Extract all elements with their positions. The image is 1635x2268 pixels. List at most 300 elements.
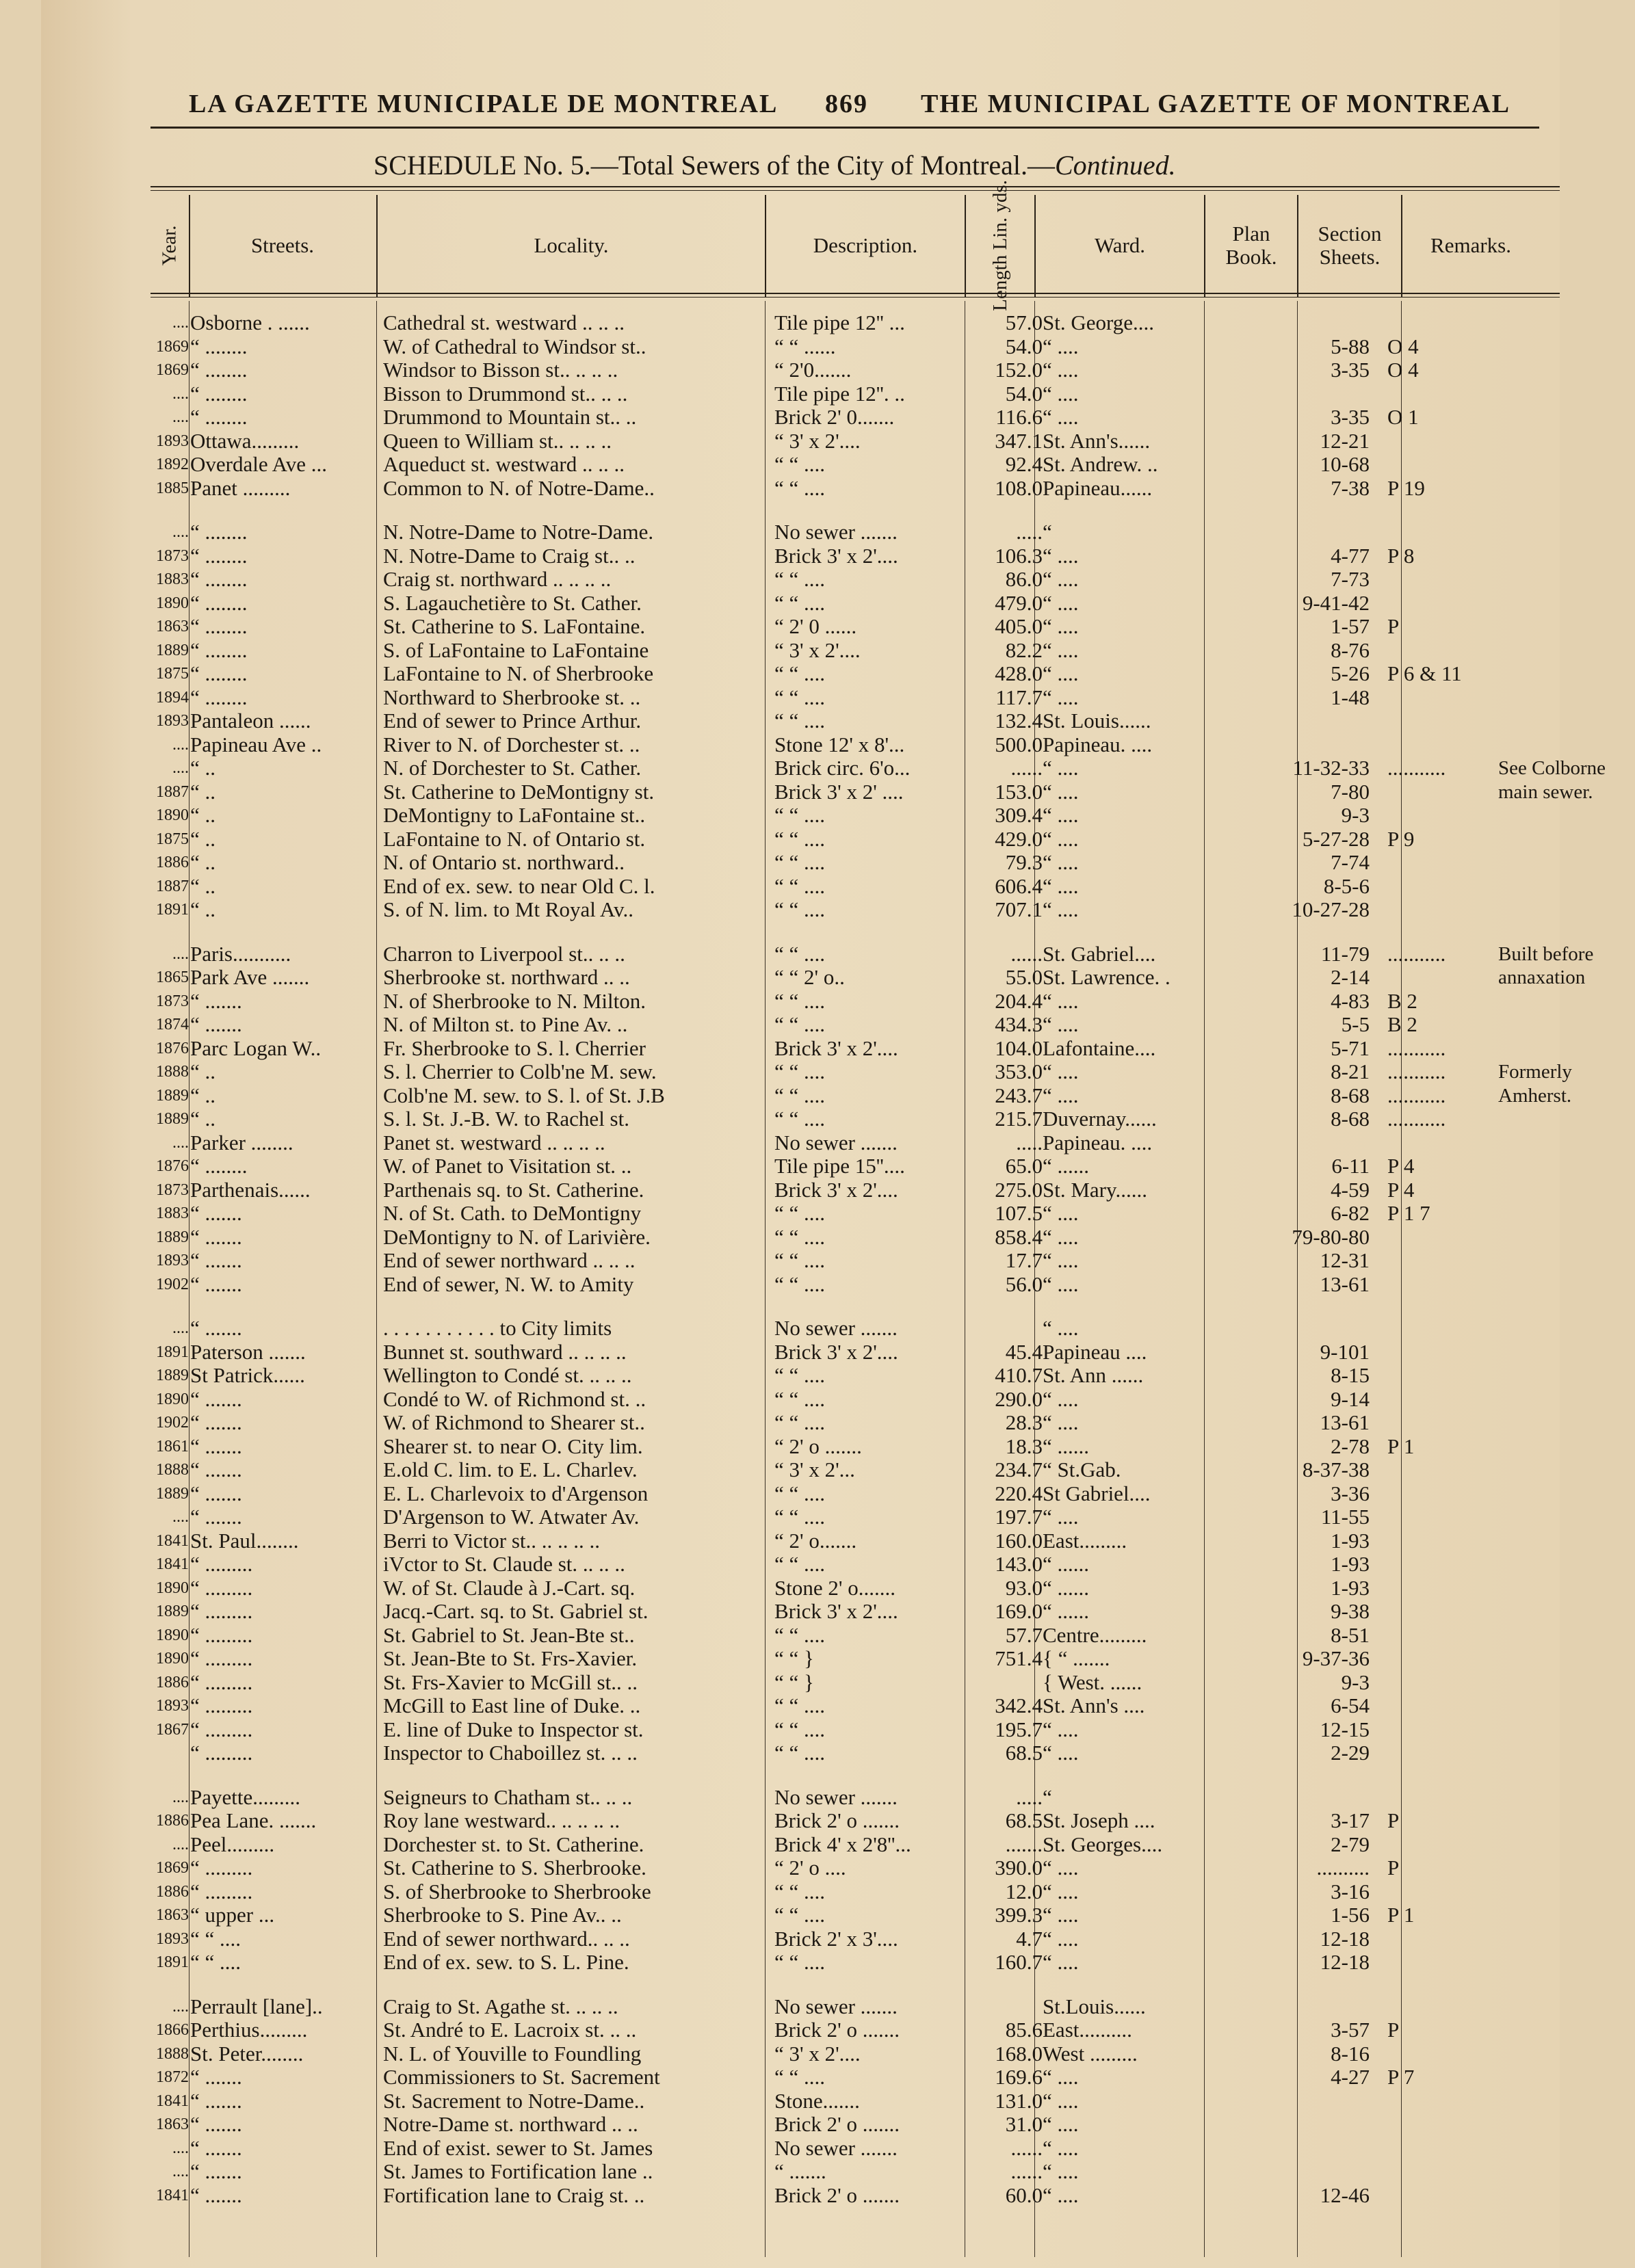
description-cell: “ “ ...... bbox=[774, 334, 836, 358]
locality-cell: Notre-Dame st. northward .. .. bbox=[383, 2112, 638, 2136]
section-sheet-cell: ........... bbox=[1387, 1083, 1446, 1107]
locality-cell: St. Catherine to S. Sherbrooke. bbox=[383, 1856, 646, 1880]
length-cell: 434.3 bbox=[995, 1012, 1043, 1036]
plan-book-cell: 8-76 bbox=[1331, 637, 1370, 662]
plan-book-cell: 9-3 bbox=[1341, 803, 1370, 827]
year-cell: 1867 bbox=[156, 1720, 189, 1739]
year-cell: 1883 bbox=[156, 570, 189, 588]
description-cell: No sewer ....... bbox=[774, 2135, 898, 2160]
table-row bbox=[151, 1273, 1560, 1297]
length-cell: 117.7 bbox=[995, 685, 1043, 709]
description-cell: “ “ .... bbox=[774, 1505, 826, 1529]
year-cell: 1876 bbox=[156, 1039, 189, 1057]
description-cell: “ 3' x 2'.... bbox=[774, 2041, 861, 2066]
plan-book-cell: 5-27-28 bbox=[1302, 826, 1370, 851]
ward-cell: “ .... bbox=[1043, 2088, 1079, 2113]
year-cell: 1891 bbox=[156, 901, 189, 919]
street-cell: “ ....... bbox=[190, 1386, 242, 1411]
year-cell: 1863 bbox=[156, 1906, 189, 1924]
table-row bbox=[151, 2113, 1560, 2137]
description-cell: “ “ .... bbox=[774, 941, 826, 966]
street-cell: “ upper ... bbox=[190, 1903, 275, 1927]
ward-cell: “ .... bbox=[1043, 614, 1079, 638]
ward-cell: “ .... bbox=[1043, 1271, 1079, 1296]
table-row bbox=[151, 1037, 1560, 1061]
description-cell: Brick 4' x 2'8''... bbox=[774, 1832, 911, 1856]
ward-cell: “ .... bbox=[1043, 661, 1079, 685]
locality-cell: S. of LaFontaine to LaFontaine bbox=[383, 637, 649, 662]
locality-cell: End of ex. sew. to near Old C. l. bbox=[383, 873, 655, 898]
plan-book-cell: 13-61 bbox=[1320, 1271, 1370, 1296]
plan-book-cell: 1-93 bbox=[1331, 1552, 1370, 1576]
ward-cell: St. Gabriel.... bbox=[1043, 941, 1156, 966]
table-row bbox=[151, 1624, 1560, 1648]
street-cell: Park Ave ....... bbox=[190, 965, 310, 989]
locality-cell: Cathedral st. westward .. .. .. bbox=[383, 311, 625, 334]
ward-cell: “ .... bbox=[1043, 2112, 1079, 2136]
street-cell: “ ......... bbox=[190, 1717, 253, 1741]
table-row bbox=[151, 990, 1560, 1014]
description-cell: “ “ .... bbox=[774, 1083, 826, 1107]
street-cell: “ ........ bbox=[190, 614, 248, 638]
street-cell: Ottawa......... bbox=[190, 428, 300, 453]
ward-cell: “ .... bbox=[1043, 1950, 1079, 1974]
length-cell: 160.0 bbox=[995, 1528, 1043, 1553]
year-cell: 1886 bbox=[156, 1812, 189, 1830]
description-cell: “ 2' o....... bbox=[774, 1528, 857, 1553]
locality-cell: Common to N. of Notre-Dame.. bbox=[383, 475, 655, 500]
length-cell: 4.7 bbox=[1016, 1926, 1043, 1951]
length-cell: 86.0 bbox=[1005, 567, 1043, 591]
table-row bbox=[151, 709, 1560, 733]
table-row bbox=[151, 941, 1594, 966]
plan-book-cell: 3-57 bbox=[1331, 2018, 1370, 2042]
ward-cell: St. Andrew. .. bbox=[1043, 452, 1158, 476]
plan-book-cell: 9-37-36 bbox=[1302, 1646, 1370, 1670]
ward-cell: “ .... bbox=[1043, 897, 1079, 921]
year-cell: 1893 bbox=[156, 1929, 189, 1948]
plan-book-cell: 11-32-33 bbox=[1292, 756, 1370, 780]
street-cell: “ .. bbox=[190, 826, 216, 851]
ward-cell: “ .... bbox=[1043, 543, 1079, 568]
year-cell: 1890 bbox=[156, 1650, 189, 1667]
table-row bbox=[151, 2089, 1560, 2113]
ward-cell: “ .... bbox=[1043, 637, 1079, 662]
street-cell: “ ........ bbox=[190, 1154, 248, 1178]
plan-book-cell: 12-18 bbox=[1320, 1926, 1370, 1951]
description-cell: “ “ .... bbox=[774, 2065, 826, 2089]
locality-cell: St. Frs-Xavier to McGill st.. .. bbox=[383, 1670, 638, 1694]
length-cell: 347.1 bbox=[995, 428, 1043, 453]
plan-book-cell: 1-48 bbox=[1331, 685, 1370, 709]
year-cell: .... bbox=[172, 1835, 189, 1854]
col-header-description-label: Description. bbox=[813, 233, 918, 257]
length-cell: 197.7 bbox=[995, 1505, 1043, 1529]
length-cell: 12.0 bbox=[1005, 1879, 1043, 1903]
description-cell: “ “ .... bbox=[774, 661, 826, 685]
locality-cell: Sherbrooke to S. Pine Av.. .. bbox=[383, 1903, 622, 1927]
street-cell: Parker ........ bbox=[190, 1130, 293, 1155]
col-divider bbox=[189, 195, 190, 298]
plan-book-cell: 13-61 bbox=[1320, 1410, 1370, 1434]
table-row bbox=[151, 1903, 1560, 1927]
locality-cell: End of exist. sewer to St. James bbox=[383, 2135, 653, 2160]
ward-cell: “ .... bbox=[1043, 1717, 1079, 1741]
street-cell: “ ........ bbox=[190, 661, 248, 685]
page-header bbox=[189, 89, 1530, 124]
table-row bbox=[151, 358, 1560, 382]
length-cell: 342.4 bbox=[995, 1693, 1043, 1717]
table-row bbox=[151, 1341, 1560, 1364]
length-cell: 410.7 bbox=[995, 1363, 1043, 1387]
locality-cell: Seigneurs to Chatham st.. .. .. bbox=[383, 1784, 633, 1809]
col-divider bbox=[1204, 195, 1205, 298]
col-header-section-sheets-label: Section Sheets. bbox=[1318, 222, 1382, 269]
street-cell: “ .. bbox=[190, 1083, 216, 1107]
locality-cell: Parthenais sq. to St. Catherine. bbox=[383, 1177, 644, 1202]
length-cell: 104.0 bbox=[995, 1036, 1043, 1060]
col-divider bbox=[965, 195, 966, 298]
section-sheet-cell: B 2 bbox=[1387, 988, 1417, 1013]
street-cell: “ “ .... bbox=[190, 1926, 241, 1951]
table-row bbox=[151, 1388, 1560, 1412]
table-row bbox=[151, 1249, 1560, 1273]
remarks-cell: Built before bbox=[1498, 942, 1594, 965]
table-row bbox=[151, 1155, 1560, 1178]
length-cell: 169.0 bbox=[995, 1599, 1043, 1623]
locality-cell: St. James to Fortification lane .. bbox=[383, 2159, 653, 2183]
description-cell: “ “ .... bbox=[774, 1622, 826, 1647]
locality-cell: S. of N. lim. to Mt Royal Av.. bbox=[383, 897, 633, 921]
street-cell: “ ....... bbox=[190, 1224, 242, 1249]
year-cell: 1888 bbox=[156, 1063, 189, 1081]
ward-cell: “ .... bbox=[1043, 803, 1079, 827]
locality-cell: . . . . . . . . . . . to City limits bbox=[383, 1316, 612, 1340]
table-row bbox=[151, 828, 1560, 852]
street-cell: “ ....... bbox=[190, 1505, 242, 1529]
length-cell: 275.0 bbox=[995, 1177, 1043, 1202]
locality-cell: Condé to W. of Richmond st. .. bbox=[383, 1386, 646, 1411]
plan-book-cell: 8-5-6 bbox=[1323, 873, 1370, 898]
length-cell: 54.0 bbox=[1005, 381, 1043, 406]
street-cell: St Patrick...... bbox=[190, 1363, 305, 1387]
table-row bbox=[151, 1435, 1560, 1459]
section-sheet-cell: P 7 bbox=[1387, 2065, 1415, 2089]
locality-cell: Craig to St. Agathe st. .. .. .. bbox=[383, 1994, 618, 2018]
plan-book-cell: 9-14 bbox=[1331, 1386, 1370, 1411]
locality-cell: St. Catherine to S. LaFontaine. bbox=[383, 614, 646, 638]
year-cell: 1875 bbox=[156, 830, 189, 848]
street-cell: Overdale Ave ... bbox=[190, 452, 327, 476]
ward-cell: Papineau...... bbox=[1043, 475, 1153, 500]
street-cell: “ .. bbox=[190, 897, 216, 921]
col-header-length-label: Length Lin. yds. bbox=[989, 180, 1012, 311]
schedule-title-main: SCHEDULE No. 5.—Total Sewers of the City of Montreal.— bbox=[374, 150, 1055, 181]
length-cell: 57.7 bbox=[1005, 1622, 1043, 1647]
plan-book-cell: 3-17 bbox=[1331, 1808, 1370, 1832]
description-cell: “ “ } bbox=[774, 1670, 814, 1694]
table-row bbox=[151, 733, 1560, 757]
length-cell: 479.0 bbox=[995, 590, 1043, 615]
ward-cell: St Gabriel.... bbox=[1043, 1481, 1151, 1505]
col-divider bbox=[376, 195, 378, 298]
length-cell: ...... bbox=[1010, 941, 1043, 966]
ward-cell: St.Louis...... bbox=[1043, 1994, 1146, 2018]
street-cell: “ ........ bbox=[190, 567, 248, 591]
row-spacer bbox=[151, 1975, 1560, 1995]
year-cell: .... bbox=[172, 2163, 189, 2180]
plan-book-cell: 7-73 bbox=[1331, 567, 1370, 591]
plan-book-cell: .......... bbox=[1316, 1856, 1370, 1880]
description-cell: Brick 2' o ....... bbox=[774, 2183, 900, 2207]
plan-book-cell: 5-88 bbox=[1331, 334, 1370, 358]
length-cell: 31.0 bbox=[1005, 2112, 1043, 2136]
year-cell: 1889 bbox=[156, 1484, 189, 1503]
year-cell: 1889 bbox=[156, 1367, 189, 1384]
table-row bbox=[151, 1718, 1560, 1742]
length-cell: 243.7 bbox=[995, 1083, 1043, 1107]
col-header-plan-book bbox=[1205, 198, 1297, 293]
locality-cell: End of sewer northward .. .. .. bbox=[383, 1248, 636, 1272]
locality-cell: Roy lane westward.. .. .. .. .. bbox=[383, 1808, 620, 1832]
description-cell: “ “ .... bbox=[774, 590, 826, 615]
locality-cell: S. l. Cherrier to Colb'ne M. sew. bbox=[383, 1059, 657, 1083]
plan-book-cell: 12-46 bbox=[1320, 2183, 1370, 2207]
plan-book-cell: 2-78 bbox=[1331, 1434, 1370, 1458]
table-row bbox=[151, 615, 1560, 639]
col-header-locality-label: Locality. bbox=[534, 233, 609, 257]
length-cell: ...... bbox=[1010, 2159, 1043, 2183]
length-cell: 143.0 bbox=[995, 1552, 1043, 1576]
section-sheet-cell: P 19 bbox=[1387, 475, 1425, 500]
year-cell: 1866 bbox=[156, 2021, 189, 2039]
plan-book-cell: 8-21 bbox=[1331, 1059, 1370, 1083]
locality-cell: Colb'ne M. sew. to S. l. of St. J.B bbox=[383, 1083, 665, 1107]
street-cell: “ ....... bbox=[190, 2112, 242, 2136]
year-cell: 1891 bbox=[156, 1953, 189, 1971]
ward-cell: West ......... bbox=[1043, 2041, 1138, 2066]
locality-cell: N. of Milton st. to Pine Av. .. bbox=[383, 1012, 628, 1036]
table-row bbox=[151, 453, 1560, 477]
year-cell: 1892 bbox=[156, 456, 189, 473]
description-cell: No sewer ....... bbox=[774, 1316, 898, 1340]
description-cell: “ “ .... bbox=[774, 1012, 826, 1036]
length-cell: 132.4 bbox=[995, 709, 1043, 733]
street-cell: Peel......... bbox=[190, 1832, 275, 1856]
length-cell: 160.7 bbox=[995, 1950, 1043, 1974]
section-sheet-cell: ........... bbox=[1387, 941, 1446, 966]
length-cell: 56.0 bbox=[1005, 1271, 1043, 1296]
description-cell: “ “ .... bbox=[774, 1741, 826, 1765]
ward-cell: “ .... bbox=[1043, 1926, 1079, 1951]
locality-cell: DeMontigny to N. of Larivière. bbox=[383, 1224, 651, 1249]
year-cell: .... bbox=[172, 408, 189, 426]
plan-book-cell: 2-14 bbox=[1331, 965, 1370, 989]
plan-book-cell: 4-83 bbox=[1331, 988, 1370, 1013]
street-cell: “ .. bbox=[190, 1107, 216, 1131]
locality-cell: Fr. Sherbrooke to S. l. Cherrier bbox=[383, 1036, 646, 1060]
table-row bbox=[151, 898, 1560, 922]
description-cell: “ 3' x 2'... bbox=[774, 1458, 855, 1481]
ward-cell: St. Ann's .... bbox=[1043, 1693, 1145, 1717]
description-cell: No sewer ....... bbox=[774, 520, 898, 544]
year-cell: 1889 bbox=[156, 1228, 189, 1246]
length-cell: ..... bbox=[1016, 520, 1043, 544]
table-row bbox=[151, 544, 1560, 568]
street-cell: Osborne . ...... bbox=[190, 311, 310, 334]
street-cell: Parthenais...... bbox=[190, 1177, 311, 1202]
plan-book-cell: 9-41-42 bbox=[1302, 590, 1370, 615]
year-cell: .... bbox=[172, 1319, 189, 1337]
year-cell: 1889 bbox=[156, 1110, 189, 1128]
section-sheet-cell: P bbox=[1387, 614, 1400, 638]
year-cell: 1890 bbox=[156, 1579, 189, 1597]
section-sheet-cell: O 4 bbox=[1387, 334, 1419, 358]
plan-book-cell: 12-15 bbox=[1320, 1717, 1370, 1741]
row-spacer bbox=[151, 1296, 1560, 1317]
street-cell: “ ....... bbox=[190, 2135, 242, 2160]
ward-cell: “ .... bbox=[1043, 1316, 1079, 1340]
locality-cell: Fortification lane to Craig st. .. bbox=[383, 2183, 645, 2207]
year-cell: 1863 bbox=[156, 2115, 189, 2133]
section-sheet-cell: P bbox=[1387, 2018, 1400, 2042]
ward-cell: Lafontaine.... bbox=[1043, 1036, 1156, 1060]
page-number: 869 bbox=[825, 90, 868, 118]
ward-cell: “ .... bbox=[1043, 1903, 1079, 1927]
plan-book-cell: 9-101 bbox=[1320, 1339, 1370, 1364]
plan-book-cell: 6-82 bbox=[1331, 1201, 1370, 1225]
section-sheet-cell: P 6 & 11 bbox=[1387, 661, 1462, 685]
ward-cell: “ .... bbox=[1043, 779, 1079, 804]
plan-book-cell: 3-36 bbox=[1331, 1481, 1370, 1505]
year-cell: 1885 bbox=[156, 479, 189, 497]
plan-book-cell: 8-51 bbox=[1331, 1622, 1370, 1647]
year-cell: 1888 bbox=[156, 1461, 189, 1479]
year-cell: .... bbox=[172, 314, 189, 332]
locality-cell: St. André to E. Lacroix st. .. .. bbox=[383, 2018, 637, 2042]
table-row bbox=[151, 2137, 1560, 2161]
description-cell: “ “ .... bbox=[774, 1950, 826, 1974]
plan-book-cell: 7-74 bbox=[1331, 850, 1370, 874]
description-cell: No sewer ....... bbox=[774, 1784, 898, 1809]
length-cell: 309.4 bbox=[995, 803, 1043, 827]
schedule-title-continued: Continued. bbox=[1054, 150, 1176, 181]
table-row bbox=[151, 406, 1560, 430]
col-header-length bbox=[966, 180, 1034, 311]
length-cell: 55.0 bbox=[1005, 965, 1043, 989]
length-cell: ...... bbox=[1010, 756, 1043, 780]
ward-cell: East.......... bbox=[1043, 2018, 1132, 2042]
table-row bbox=[151, 1364, 1560, 1388]
length-cell: 54.0 bbox=[1005, 334, 1043, 358]
table-row bbox=[151, 1131, 1560, 1155]
year-cell: .... bbox=[172, 945, 189, 963]
length-cell: 28.3 bbox=[1005, 1410, 1043, 1434]
length-cell: 169.6 bbox=[995, 2065, 1043, 2089]
street-cell: “ ......... bbox=[190, 1856, 253, 1880]
plan-book-cell: 1-56 bbox=[1331, 1903, 1370, 1927]
length-cell: 353.0 bbox=[995, 1059, 1043, 1083]
ward-cell: St. Ann ...... bbox=[1043, 1363, 1144, 1387]
street-cell: “ .. bbox=[190, 756, 216, 780]
length-cell: 215.7 bbox=[995, 1107, 1043, 1131]
year-cell: .... bbox=[172, 523, 189, 541]
ward-cell: “ ...... bbox=[1043, 1552, 1090, 1576]
year-cell: .... bbox=[172, 384, 189, 403]
description-cell: “ “ .... bbox=[774, 1059, 826, 1083]
year-cell: 1889 bbox=[156, 641, 189, 659]
length-cell: 60.0 bbox=[1005, 2183, 1043, 2207]
description-cell: Brick 2' o ....... bbox=[774, 2112, 900, 2136]
ward-cell: { West. ...... bbox=[1043, 1670, 1142, 1694]
locality-cell: Panet st. westward .. .. .. .. bbox=[383, 1130, 605, 1155]
locality-cell: E. line of Duke to Inspector st. bbox=[383, 1717, 644, 1741]
table-row bbox=[151, 430, 1560, 453]
col-divider bbox=[765, 195, 766, 298]
length-cell: 858.4 bbox=[995, 1224, 1043, 1249]
plan-book-cell: 2-79 bbox=[1331, 1832, 1370, 1856]
col-header-year bbox=[151, 198, 189, 293]
ward-cell: “ .... bbox=[1043, 988, 1079, 1013]
table-row bbox=[151, 382, 1560, 406]
plan-book-cell: 5-5 bbox=[1341, 1012, 1370, 1036]
year-cell: 1886 bbox=[156, 1673, 189, 1691]
section-sheet-cell: P bbox=[1387, 1856, 1400, 1880]
locality-cell: W. of Cathedral to Windsor st.. bbox=[383, 334, 646, 358]
street-cell: “ ........ bbox=[190, 358, 248, 382]
street-cell: “ ......... bbox=[190, 1622, 253, 1647]
ward-cell: “ .... bbox=[1043, 334, 1079, 358]
description-cell: “ “ .... bbox=[774, 897, 826, 921]
street-cell: “ ......... bbox=[190, 1670, 253, 1694]
plan-book-cell: 10-27-28 bbox=[1292, 897, 1370, 921]
table-row bbox=[151, 2042, 1560, 2066]
ward-cell: Duvernay...... bbox=[1043, 1107, 1157, 1131]
description-cell: “ “ .... bbox=[774, 803, 826, 827]
section-sheet-cell: ........... bbox=[1387, 1107, 1446, 1131]
description-cell: Brick 3' x 2'.... bbox=[774, 1339, 898, 1364]
description-cell: “ “ .... bbox=[774, 1224, 826, 1249]
street-cell: Papineau Ave .. bbox=[190, 732, 322, 756]
year-cell: 1874 bbox=[156, 1016, 189, 1033]
length-cell: 606.4 bbox=[995, 873, 1043, 898]
ward-cell: “ .... bbox=[1043, 381, 1079, 406]
locality-cell: N. Notre-Dame to Craig st.. .. bbox=[383, 543, 636, 568]
locality-cell: N. of St. Cath. to DeMontigny bbox=[383, 1201, 642, 1225]
ward-cell: St. Louis...... bbox=[1043, 709, 1151, 733]
ward-cell: St. Ann's...... bbox=[1043, 428, 1151, 453]
col-header-year-label: Year. bbox=[159, 225, 181, 266]
description-cell: Tile pipe 15''.... bbox=[774, 1154, 905, 1178]
ward-cell: “ .... bbox=[1043, 358, 1079, 382]
description-cell: “ 2' o .... bbox=[774, 1856, 846, 1880]
description-cell: “ “ .... bbox=[774, 1271, 826, 1296]
table-row bbox=[151, 2018, 1560, 2042]
street-cell: “ ....... bbox=[190, 2088, 242, 2113]
plan-book-cell: 12-21 bbox=[1320, 428, 1370, 453]
street-cell: Pantaleon ...... bbox=[190, 709, 311, 733]
header-bottom-rule-thin bbox=[151, 297, 1560, 298]
plan-book-cell: 3-35 bbox=[1331, 358, 1370, 382]
year-cell: 1889 bbox=[156, 1603, 189, 1620]
sewer-table-body bbox=[151, 311, 1606, 2207]
ward-cell: “ .... bbox=[1043, 756, 1079, 780]
description-cell: “ “ .... bbox=[774, 475, 826, 500]
ward-cell: St. Joseph .... bbox=[1043, 1808, 1155, 1832]
street-cell: “ ........ bbox=[190, 405, 248, 429]
length-cell: 290.0 bbox=[995, 1386, 1043, 1411]
row-spacer bbox=[151, 922, 1560, 942]
